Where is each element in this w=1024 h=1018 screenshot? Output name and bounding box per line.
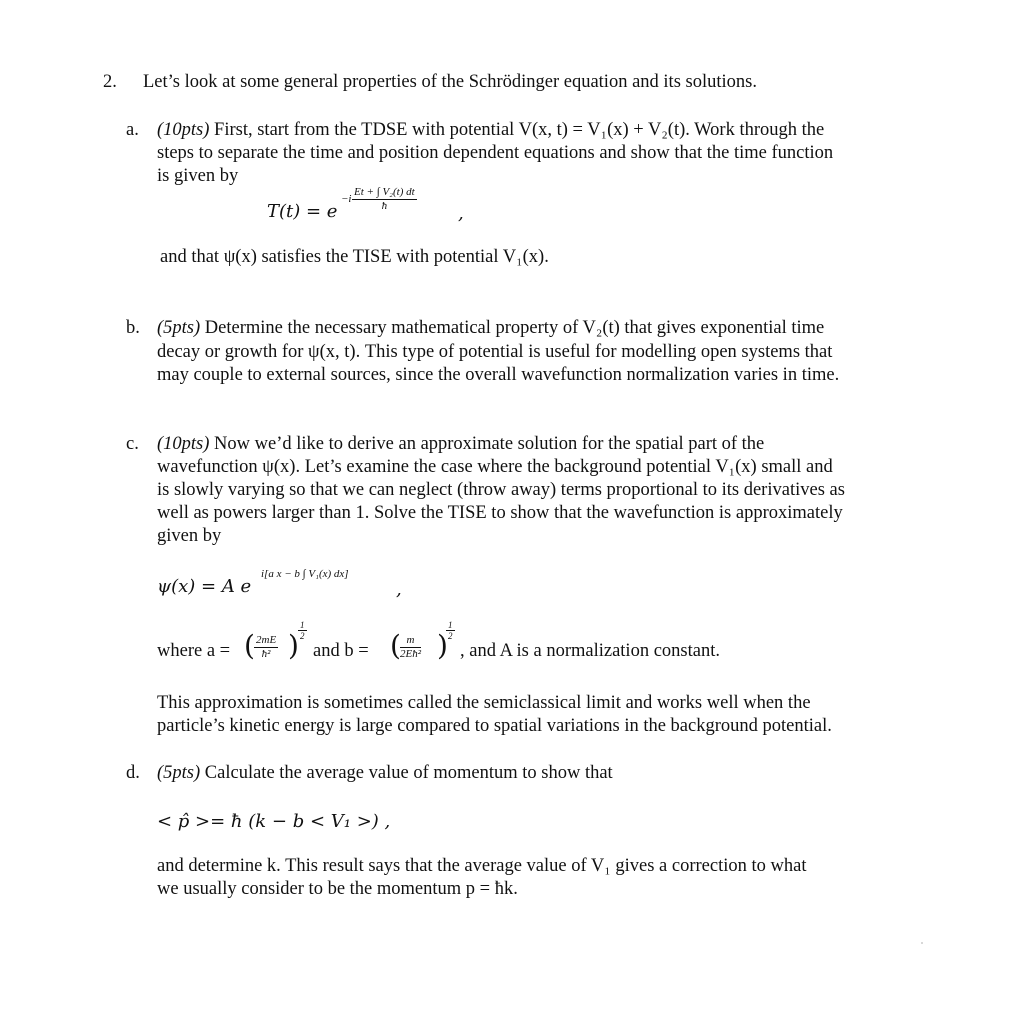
part-c-line-6: This approximation is sometimes called the semiclassical limit and works well when the	[157, 693, 811, 713]
part-c-a-right-paren: )	[288, 629, 299, 662]
part-d-points: (5pts)	[157, 763, 201, 783]
part-a-points: (10pts)	[157, 120, 210, 140]
part-c-line-4: well as powers larger than 1. Solve the TISE to show that the wavefunction is approximately	[157, 503, 843, 523]
part-a-equation-lhs: T(t) = e	[267, 201, 338, 222]
part-b-line-3: may couple to external sources, since the overall wavefunction normalization varies in time.	[157, 365, 840, 385]
part-c-letter: c.	[126, 434, 139, 454]
part-d-line-3: we usually consider to be the momentum p = ħk.	[157, 879, 518, 899]
part-c-line-2: wavefunction ψ(x). Let’s examine the case where the background potential V₁(x) small and	[157, 457, 833, 477]
part-c-line-5: given by	[157, 526, 222, 546]
part-c-equation-comma: ,	[396, 579, 402, 600]
part-c-and-b: and b =	[313, 641, 369, 661]
scan-speck	[921, 942, 923, 944]
part-c-equation-lhs: ψ(x) = A e	[157, 576, 252, 597]
part-a-line-2: steps to separate the time and position dependent equations and show that the time function	[157, 143, 834, 163]
problem-number: 2.	[103, 72, 117, 92]
part-c-b-numerator: m	[400, 634, 421, 648]
part-b-letter: b.	[126, 318, 140, 338]
part-c-b-power-numerator: 1	[448, 620, 453, 630]
part-c-a-fraction	[254, 634, 278, 661]
part-d-line-2: and determine k. This result says that the average value of V₁ gives a correction to what	[157, 856, 807, 876]
part-a-exponent-numerator: Et + ∫ V₂(t) dt	[354, 186, 415, 198]
part-c-b-power	[446, 620, 455, 641]
part-a-exponent-fraction	[352, 186, 417, 213]
part-c-line-3: is slowly varying so that we can neglect (throw away) terms proportional to its derivatives as	[157, 480, 845, 500]
part-c-b-right-paren: )	[437, 629, 448, 662]
part-a-equation-comma: ,	[458, 203, 464, 224]
part-c-a-denominator: ħ²	[261, 648, 271, 660]
part-c-exponent: i[a x − b ∫ V₁(x) dx]	[261, 568, 349, 580]
part-c-b-denominator: 2Eħ²	[400, 648, 422, 660]
part-a-line-1: (10pts) First, start from the TDSE with potential V(x, t) = V₁(x) + V₂(t). Work through the	[157, 120, 825, 140]
part-b-points: (5pts)	[157, 318, 201, 338]
part-a-exponent-denominator: ħ	[381, 200, 388, 212]
part-c-a-power-denominator: 2	[300, 631, 305, 641]
part-d-equation: < p̂ >= ħ (k − b < V₁ >) ,	[157, 811, 391, 832]
part-c-line-7: particle’s kinetic energy is large compared to spatial variations in the background potential.	[157, 716, 832, 736]
part-d-line-1: (5pts) Calculate the average value of momentum to show that	[157, 763, 613, 783]
part-a-line-3: is given by	[157, 166, 239, 186]
part-c-line-1: (10pts) Now we’d like to derive an approximate solution for the spatial part of the	[157, 434, 765, 454]
part-c-tail: , and A is a normalization constant.	[460, 641, 720, 661]
part-c-a-power-numerator: 1	[300, 620, 305, 630]
part-d-letter: d.	[126, 763, 140, 783]
problem-intro: Let’s look at some general properties of the Schrödinger equation and its solutions.	[143, 72, 757, 92]
part-c-a-numerator: 2mE	[256, 634, 277, 646]
part-a-letter: a.	[126, 120, 139, 140]
part-b-line-2: decay or growth for ψ(x, t). This type of potential is useful for modelling open systems that	[157, 342, 833, 362]
part-c-b-fraction	[400, 634, 421, 661]
part-c-where-text: where a =	[157, 641, 231, 661]
part-a-exponent-prefix: −i	[341, 193, 352, 205]
part-c-a-power	[298, 620, 307, 641]
part-c-b-left-paren: (	[390, 629, 401, 662]
part-a-line-4: and that ψ(x) satisfies the TISE with potential V₁(x).	[160, 247, 549, 267]
part-c-a-left-paren: (	[244, 629, 255, 662]
part-c-b-power-denominator: 2	[448, 631, 453, 641]
part-c-points: (10pts)	[157, 434, 210, 454]
part-b-line-1: (5pts) Determine the necessary mathematical property of V₂(t) that gives exponential time	[157, 318, 825, 338]
